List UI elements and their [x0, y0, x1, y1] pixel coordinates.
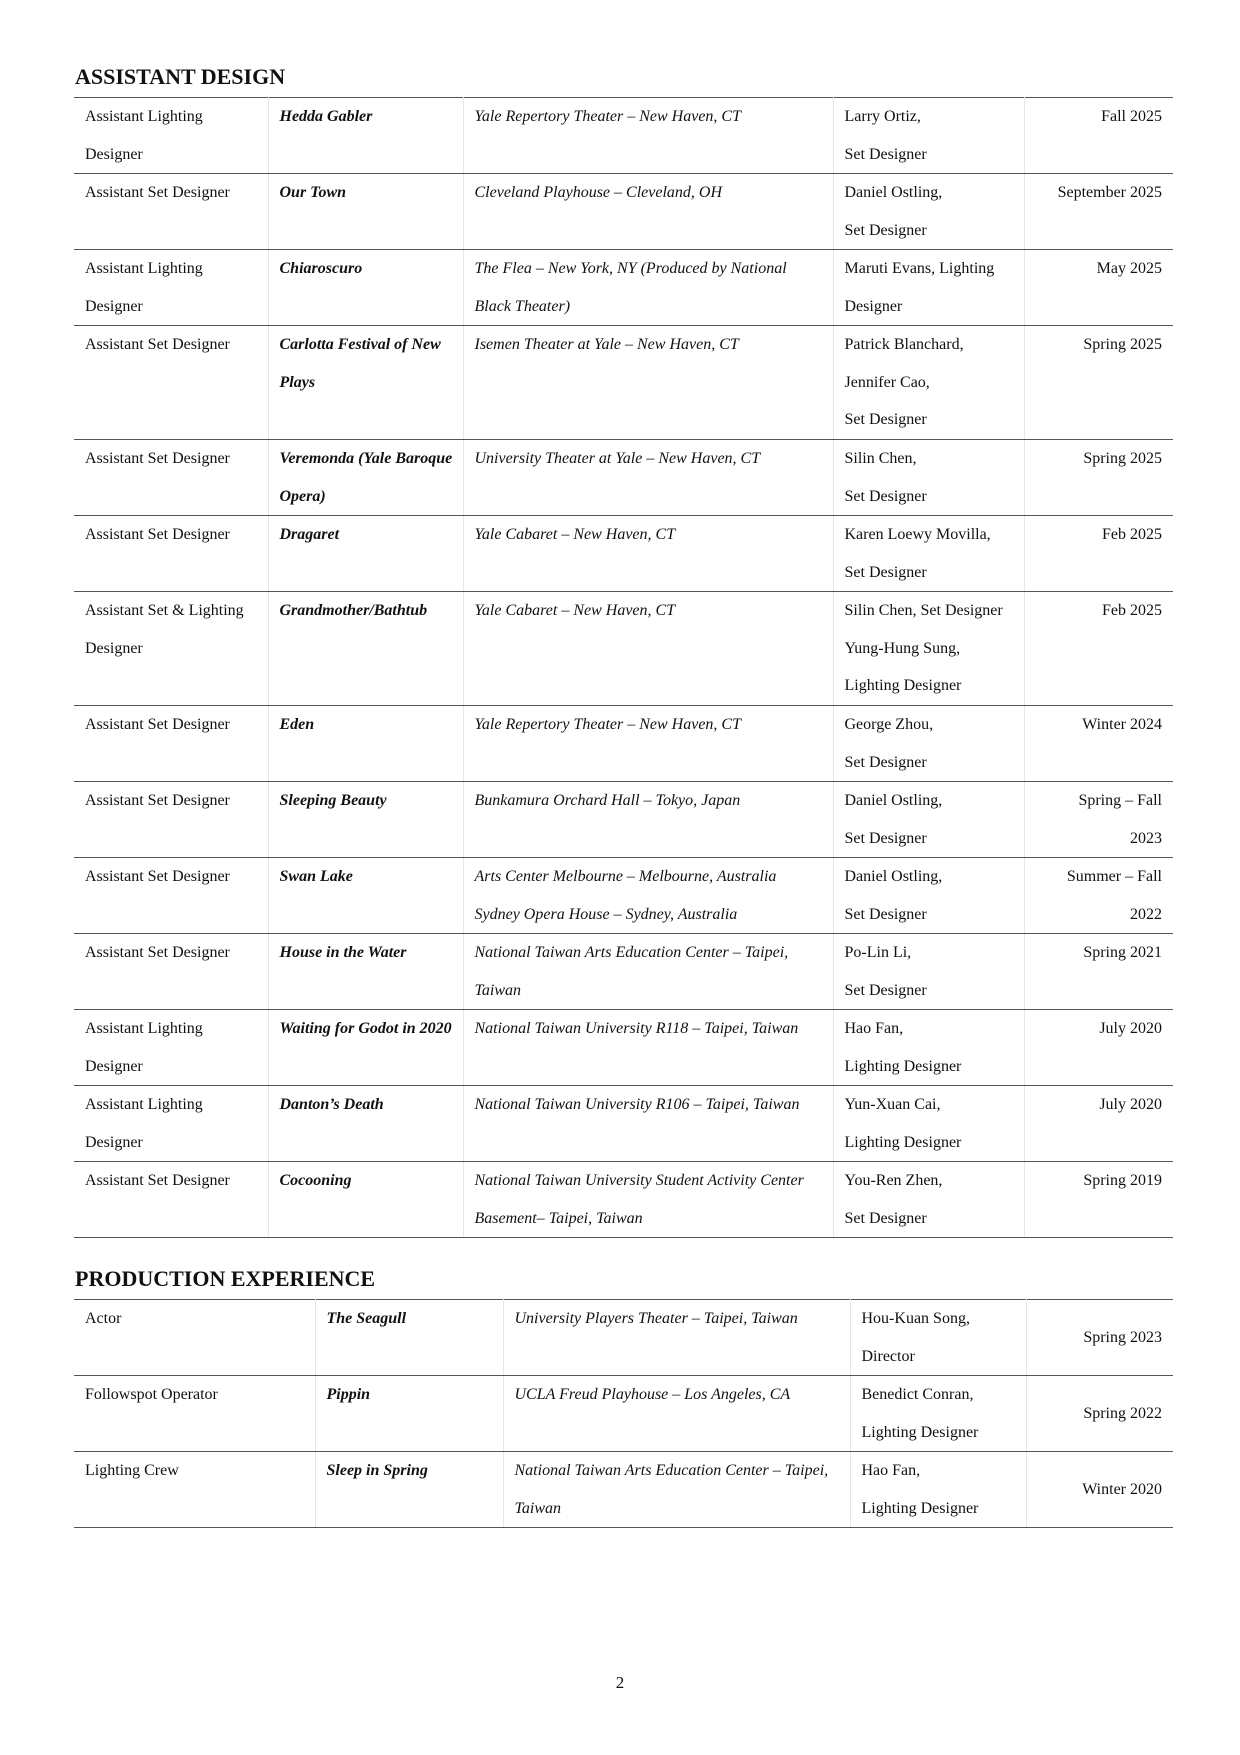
- date-cell: [1026, 1452, 1173, 1528]
- collaborator-cell-line: Daniel Ostling,: [844, 184, 943, 201]
- collaborator-cell-line: Set Designer: [844, 411, 927, 428]
- venue-cell: [463, 1162, 833, 1238]
- collaborator-cell: [833, 592, 1024, 706]
- production-title: Swan Lake: [268, 858, 463, 934]
- date-cell: [1024, 326, 1173, 440]
- role-cell: Actor: [74, 1300, 315, 1376]
- credit-row: [74, 250, 1173, 326]
- role-cell: Assistant Set Designer: [74, 516, 268, 592]
- role-cell: Assistant Set Designer: [74, 174, 268, 250]
- credit-row: [74, 706, 1173, 782]
- credit-row: [74, 326, 1173, 440]
- collaborator-cell-line: You-Ren Zhen,: [844, 1172, 943, 1189]
- venue-cell: [463, 440, 833, 516]
- venue-cell-line: National Taiwan Arts Education Center – Taipei, Taiwan: [474, 944, 789, 999]
- date-cell-line: Summer – Fall: [1066, 868, 1162, 885]
- collaborator-cell-line: Silin Chen, Set Designer: [844, 602, 1003, 619]
- date-cell-line: Spring – Fall: [1078, 792, 1162, 809]
- credit-row: [74, 782, 1173, 858]
- collaborator-cell: [850, 1376, 1026, 1452]
- collaborator-cell-line: Set Designer: [844, 221, 927, 239]
- date-cell-line: 2022: [1130, 905, 1162, 923]
- venue-cell-line: National Taiwan Arts Education Center – Taipei, Taiwan: [514, 1462, 829, 1517]
- production-title: Sleeping Beauty: [268, 782, 463, 858]
- date-cell: [1024, 1010, 1173, 1086]
- date-cell-line: Spring 2019: [1083, 1172, 1162, 1189]
- date-cell: [1024, 592, 1173, 706]
- production-title: Pippin: [315, 1376, 503, 1452]
- role-cell: Assistant Lighting Designer: [74, 1010, 268, 1086]
- collaborator-cell-line: Set Designer: [844, 905, 927, 923]
- venue-cell-line: UCLA Freud Playhouse – Los Angeles, CA: [514, 1386, 791, 1403]
- credit-row: [74, 174, 1173, 250]
- date-cell: [1024, 174, 1173, 250]
- venue-cell: [463, 250, 833, 326]
- role-cell: Assistant Set Designer: [74, 440, 268, 516]
- collaborator-cell-line: Lighting Designer: [861, 1499, 979, 1517]
- collaborator-cell-line: Hou-Kuan Song,: [861, 1310, 970, 1327]
- date-cell: [1024, 250, 1173, 326]
- venue-cell-line: National Taiwan University Student Activity Center Basement– Taipei, Taiwan: [474, 1172, 804, 1227]
- date-cell-line: 2023: [1130, 829, 1162, 847]
- venue-cell: [503, 1452, 850, 1528]
- date-cell-line: Winter 2020: [1082, 1480, 1162, 1498]
- production-title: Grandmother/Bathtub: [268, 592, 463, 706]
- collaborator-cell: [833, 516, 1024, 592]
- date-cell: [1024, 706, 1173, 782]
- section-heading-assistant-design: ASSISTANT DESIGN: [75, 64, 286, 89]
- date-cell-line: September 2025: [1057, 184, 1162, 201]
- collaborator-cell: [833, 326, 1024, 440]
- date-cell-line: Spring 2022: [1083, 1404, 1162, 1422]
- credit-row: [74, 592, 1173, 706]
- collaborator-cell: [833, 174, 1024, 250]
- role-cell: Assistant Set Designer: [74, 782, 268, 858]
- page-number: 2: [615, 1673, 625, 1692]
- date-cell-line: Spring 2025: [1083, 450, 1162, 467]
- date-cell-line: Feb 2025: [1102, 526, 1162, 543]
- date-cell: [1024, 440, 1173, 516]
- collaborator-cell-line: Set Designer: [844, 145, 927, 163]
- collaborator-cell-line: Hao Fan,: [844, 1020, 904, 1037]
- venue-cell-line: Isemen Theater at Yale – New Haven, CT: [474, 336, 739, 353]
- production-title: The Seagull: [315, 1300, 503, 1376]
- production-title: Hedda Gabler: [268, 98, 463, 174]
- role-cell: Assistant Lighting Designer: [74, 98, 268, 174]
- date-cell: [1024, 98, 1173, 174]
- collaborator-cell-line: Yun-Xuan Cai,: [844, 1096, 941, 1113]
- section-heading-production-experience: PRODUCTION EXPERIENCE: [75, 1266, 376, 1291]
- collaborator-cell: [833, 1162, 1024, 1238]
- venue-cell-line: National Taiwan University R118 – Taipei, Taiwan: [474, 1020, 799, 1037]
- collaborator-cell: [833, 858, 1024, 934]
- date-cell-line: July 2020: [1099, 1096, 1162, 1113]
- collaborator-cell-line: Lighting Designer: [844, 1057, 962, 1075]
- credit-row: [74, 440, 1173, 516]
- date-cell-line: Spring 2023: [1083, 1328, 1162, 1346]
- role-cell: Lighting Crew: [74, 1452, 315, 1528]
- collaborator-cell-line: George Zhou,: [844, 716, 934, 733]
- collaborator-cell-line: Karen Loewy Movilla,: [844, 526, 991, 543]
- date-cell-line: July 2020: [1099, 1020, 1162, 1037]
- venue-cell: [463, 174, 833, 250]
- role-cell: Assistant Set Designer: [74, 1162, 268, 1238]
- credit-row: [74, 1300, 1173, 1376]
- role-cell: Assistant Set Designer: [74, 706, 268, 782]
- venue-cell: [503, 1300, 850, 1376]
- role-cell: Followspot Operator: [74, 1376, 315, 1452]
- collaborator-cell-line: Set Designer: [844, 487, 927, 505]
- venue-cell: [463, 516, 833, 592]
- credit-row: [74, 1376, 1173, 1452]
- collaborator-cell-line: Set Designer: [844, 981, 927, 999]
- production-title: Eden: [268, 706, 463, 782]
- credit-row: [74, 516, 1173, 592]
- date-cell-line: Fall 2025: [1101, 108, 1162, 125]
- venue-cell: [463, 1010, 833, 1086]
- production-title: Carlotta Festival of New Plays: [268, 326, 463, 440]
- production-experience-table: [74, 1299, 1173, 1528]
- production-title: Waiting for Godot in 2020: [268, 1010, 463, 1086]
- role-cell: Assistant Set & Lighting Designer: [74, 592, 268, 706]
- role-cell: Assistant Lighting Designer: [74, 250, 268, 326]
- venue-cell: [463, 858, 833, 934]
- collaborator-cell-line: Po-Lin Li,: [844, 944, 912, 961]
- date-cell: [1024, 1086, 1173, 1162]
- collaborator-cell-line: Daniel Ostling,: [844, 868, 943, 885]
- collaborator-cell-line: Patrick Blanchard,: [844, 336, 964, 353]
- role-cell: Assistant Set Designer: [74, 326, 268, 440]
- role-cell: Assistant Lighting Designer: [74, 1086, 268, 1162]
- collaborator-cell: [833, 1086, 1024, 1162]
- production-title: Chiaroscuro: [268, 250, 463, 326]
- venue-cell-line: Arts Center Melbourne – Melbourne, Australia: [474, 868, 777, 885]
- collaborator-cell: [833, 934, 1024, 1010]
- collaborator-cell-line: Lighting Designer: [844, 677, 962, 694]
- venue-cell-line: Bunkamura Orchard Hall – Tokyo, Japan: [474, 792, 741, 809]
- venue-cell-line: University Players Theater – Taipei, Taiwan: [514, 1310, 798, 1327]
- date-cell-line: May 2025: [1096, 260, 1162, 277]
- credit-row: [74, 98, 1173, 174]
- venue-cell: [463, 782, 833, 858]
- collaborator-cell-line: Silin Chen,: [844, 450, 917, 467]
- collaborator-cell-line: Director: [861, 1347, 915, 1365]
- date-cell-line: Spring 2021: [1083, 944, 1162, 961]
- credit-row: [74, 858, 1173, 934]
- collaborator-cell-line: Jennifer Cao,: [844, 373, 930, 391]
- collaborator-cell-line: Benedict Conran,: [861, 1386, 974, 1403]
- date-cell: [1024, 782, 1173, 858]
- collaborator-cell-line: Daniel Ostling,: [844, 792, 943, 809]
- date-cell-line: Spring 2025: [1083, 336, 1162, 353]
- venue-cell-line: Yale Cabaret – New Haven, CT: [474, 526, 676, 543]
- collaborator-cell: [850, 1452, 1026, 1528]
- collaborator-cell: [850, 1300, 1026, 1376]
- venue-cell-line: University Theater at Yale – New Haven, CT: [474, 450, 761, 467]
- venue-cell: [463, 1086, 833, 1162]
- venue-cell-line: Cleveland Playhouse – Cleveland, OH: [474, 184, 722, 201]
- production-title: Cocooning: [268, 1162, 463, 1238]
- collaborator-cell-line: Set Designer: [844, 753, 927, 771]
- date-cell-line: Feb 2025: [1102, 602, 1162, 619]
- venue-cell-line: National Taiwan University R106 – Taipei, Taiwan: [474, 1096, 800, 1113]
- collaborator-cell-line: Maruti Evans, Lighting Designer: [844, 260, 995, 315]
- collaborator-cell: [833, 782, 1024, 858]
- venue-cell-line: Yale Cabaret – New Haven, CT: [474, 602, 676, 619]
- venue-cell: [463, 98, 833, 174]
- production-title: Danton’s Death: [268, 1086, 463, 1162]
- credit-row: [74, 1010, 1173, 1086]
- venue-cell-line: The Flea – New York, NY (Produced by National Black Theater): [474, 260, 787, 315]
- date-cell: [1024, 858, 1173, 934]
- credit-row: [74, 1086, 1173, 1162]
- venue-cell: [463, 706, 833, 782]
- collaborator-cell: [833, 250, 1024, 326]
- collaborator-cell-line: Set Designer: [844, 829, 927, 847]
- venue-cell-line: Yale Repertory Theater – New Haven, CT: [474, 716, 741, 733]
- venue-cell: [463, 592, 833, 706]
- date-cell: [1026, 1376, 1173, 1452]
- production-title: House in the Water: [268, 934, 463, 1010]
- collaborator-cell-line: Set Designer: [844, 563, 927, 581]
- collaborator-cell: [833, 440, 1024, 516]
- role-cell: Assistant Set Designer: [74, 858, 268, 934]
- venue-cell: [503, 1376, 850, 1452]
- collaborator-cell: [833, 98, 1024, 174]
- collaborator-cell-line: Larry Ortiz,: [844, 108, 921, 125]
- credit-row: [74, 1162, 1173, 1238]
- production-title: Our Town: [268, 174, 463, 250]
- role-cell: Assistant Set Designer: [74, 934, 268, 1010]
- collaborator-cell-line: Set Designer: [844, 1209, 927, 1227]
- assistant-design-table: [74, 97, 1173, 1238]
- collaborator-cell: [833, 1010, 1024, 1086]
- collaborator-cell: [833, 706, 1024, 782]
- date-cell-line: Winter 2024: [1082, 716, 1162, 733]
- production-title: Dragaret: [268, 516, 463, 592]
- collaborator-cell-line: Hao Fan,: [861, 1462, 921, 1479]
- credit-row: [74, 934, 1173, 1010]
- venue-cell-line: Sydney Opera House – Sydney, Australia: [474, 905, 738, 923]
- production-title: Veremonda (Yale Baroque Opera): [268, 440, 463, 516]
- production-title: Sleep in Spring: [315, 1452, 503, 1528]
- venue-cell: [463, 326, 833, 440]
- venue-cell: [463, 934, 833, 1010]
- collaborator-cell-line: Lighting Designer: [861, 1423, 979, 1441]
- date-cell: [1024, 516, 1173, 592]
- venue-cell-line: Yale Repertory Theater – New Haven, CT: [474, 108, 741, 125]
- credit-row: [74, 1452, 1173, 1528]
- date-cell: [1026, 1300, 1173, 1376]
- date-cell: [1024, 934, 1173, 1010]
- date-cell: [1024, 1162, 1173, 1238]
- collaborator-cell-line: Lighting Designer: [844, 1133, 962, 1151]
- collaborator-cell-line: Yung-Hung Sung,: [844, 639, 961, 657]
